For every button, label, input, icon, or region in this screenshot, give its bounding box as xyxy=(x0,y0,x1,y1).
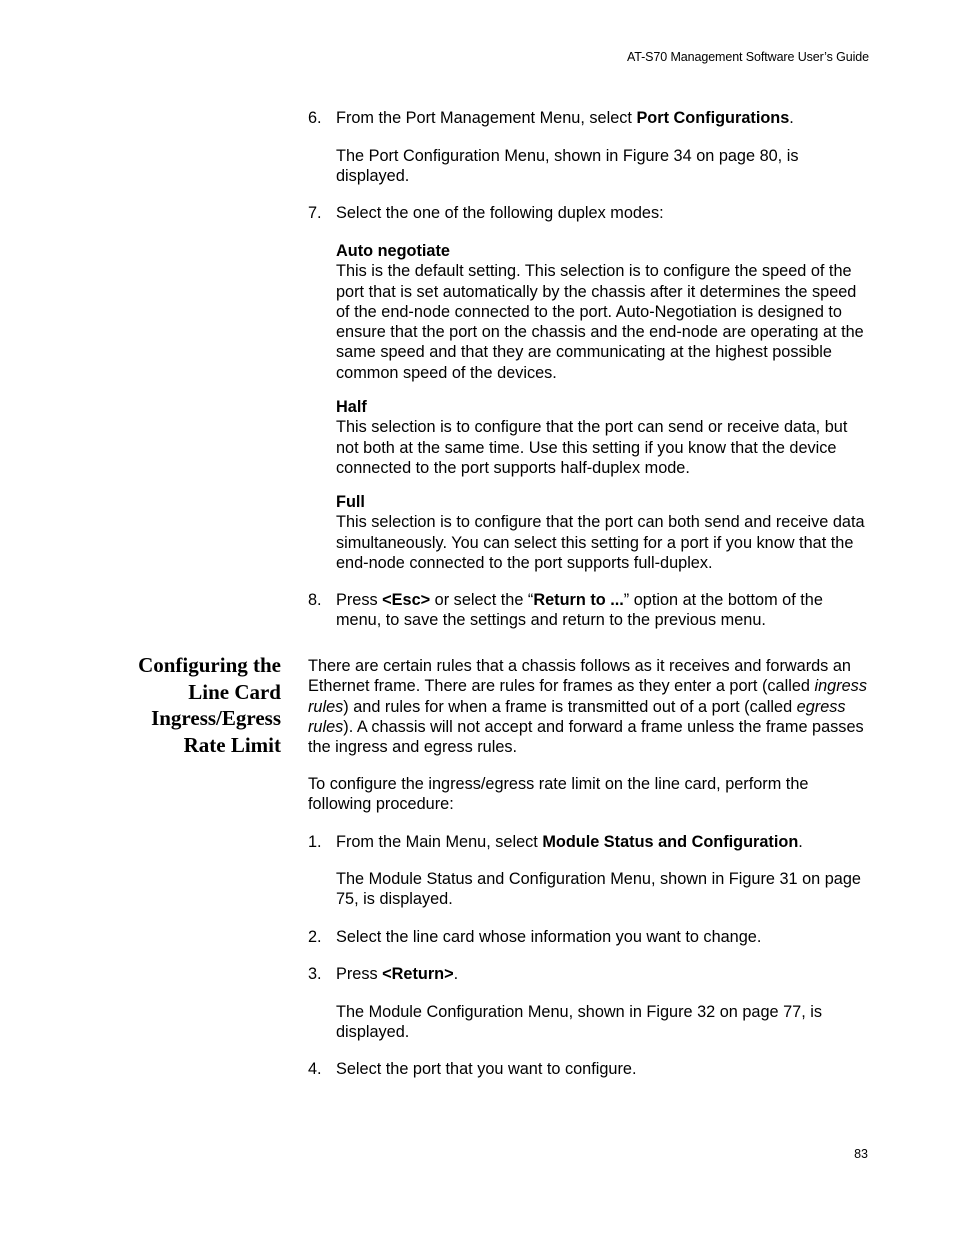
running-header: AT-S70 Management Software User’s Guide xyxy=(626,50,869,64)
mode-title: Auto negotiate xyxy=(336,242,450,260)
step-number: 8. xyxy=(308,591,322,609)
step-number: 4. xyxy=(308,1060,322,1078)
procedure-step-1-note: The Module Status and Configuration Menu, shown in Figure 31 on page 75, is displayed. xyxy=(336,870,861,909)
mode-auto-negotiate xyxy=(336,241,871,383)
menu-option-return-to: Return to ... xyxy=(533,591,624,609)
procedure-step-4: 4. Select the port that you want to configure. xyxy=(308,1060,637,1078)
key-esc: <Esc> xyxy=(382,591,431,609)
key-return: <Return> xyxy=(382,965,454,983)
step-number: 6. xyxy=(308,109,322,127)
term-ingress-rules: ingress rules xyxy=(308,677,867,716)
mode-description: This is the default setting. This selection is to configure the speed of the port that is set automatically by the chassis after it determines the speed of the end-node connected to the port. Auto-Negotiation is designed to ensure that the port on the chassis and the end-node are operating at the same speed and that they are communicating at the highest possible common speed of the devices. xyxy=(336,262,864,382)
mode-half xyxy=(336,397,871,478)
intro-paragraph: There are certain rules that a chassis follows as it receives and forwards an Ethernet frame. There are rules for frames as they enter a port (called ingress rules) and rules for when a frame is transmitted out of a port (called egress rules). A chassis will not accept and forward a frame unless the frame passes the ingress and egress rules. xyxy=(308,657,867,757)
step-number: 7. xyxy=(308,204,322,222)
procedure-step-1: 1. From the Main Menu, select Module Status and Configuration. xyxy=(308,833,803,851)
section-heading: Configuring the Line Card Ingress/Egress Rate Limit xyxy=(138,653,281,757)
step-number: 3. xyxy=(308,965,322,983)
mode-description: This selection is to configure that the port can both send and receive data simultaneously. You can select this setting for a port if you know that the end-node connected to the port supports full-duplex. xyxy=(336,513,865,572)
step-text: From the Port Management Menu, select xyxy=(336,109,637,127)
step-6: 6. From the Port Management Menu, select Port Configurations. xyxy=(308,109,794,127)
step-6-note: The Port Configuration Menu, shown in Figure 34 on page 80, is displayed. xyxy=(336,147,799,186)
procedure-step-3: 3. Press <Return>. xyxy=(308,965,459,983)
step-text: Select the one of the following duplex modes: xyxy=(336,204,664,222)
procedure-step-2: 2. Select the line card whose information you want to change. xyxy=(308,928,762,946)
procedure-step-3-note: The Module Configuration Menu, shown in Figure 32 on page 77, is displayed. xyxy=(336,1003,823,1042)
procedure-intro: To configure the ingress/egress rate limit on the line card, perform the following procedure: xyxy=(308,775,809,814)
step-number: 2. xyxy=(308,928,322,946)
mode-description: This selection is to configure that the port can send or receive data, but not both at the same time. Use this setting if you know that the device connected to the port supports half-duplex mode. xyxy=(336,418,848,477)
mode-full xyxy=(336,492,871,573)
menu-option-module-status: Module Status and Configuration xyxy=(542,833,799,851)
step-7 xyxy=(308,203,664,223)
mode-title: Full xyxy=(336,493,365,511)
mode-title: Half xyxy=(336,398,367,416)
page-number: 83 xyxy=(854,1147,868,1161)
term-egress-rules: egress rules xyxy=(308,697,846,736)
step-8: 8. Press <Esc> or select the “Return to ...” option at the bottom of the menu, to save the settings and return to the previous menu. xyxy=(308,591,823,630)
menu-option-port-configurations: Port Configurations xyxy=(636,109,790,127)
step-number: 1. xyxy=(308,833,322,851)
